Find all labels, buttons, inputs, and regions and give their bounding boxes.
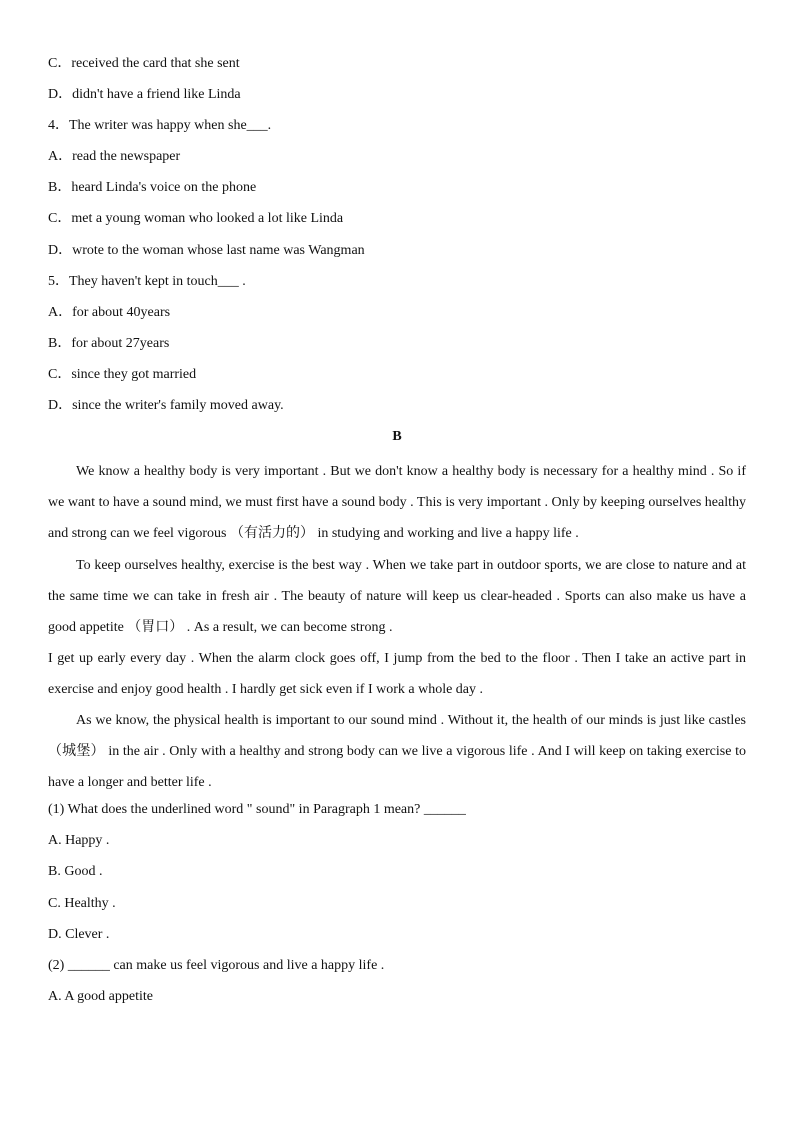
b-q1-stem: (1) What does the underlined word " sound" in Paragraph 1 mean? ______ [48, 802, 466, 818]
b-q1-option-d: D. Clever . [48, 926, 110, 942]
q5-option-a: A．for about 40years [48, 304, 171, 320]
q5-option-b: B．for about 27years [48, 335, 170, 351]
b-q2-stem: (2) ______ can make us feel vigorous and live a happy life . [48, 957, 385, 973]
q5-option-c: C．since they got married [48, 366, 197, 382]
q4-option-c: C．met a young woman who looked a lot like Linda [48, 211, 344, 227]
b-q1-option-b: B. Good . [48, 864, 103, 880]
passage-paragraph-1: We know a healthy body is very important . But we don't know a healthy body is necessary for a healthy mind . So if we want to have a sound mind, we must first have a sound body . This is very important . Only by keeping ourselves healthy and strong can we feel vigorous （有活力的） in studying and working and live a happy life . [48, 464, 746, 542]
q5-option-d: D．since the writer's family moved away. [48, 398, 284, 414]
q3-option-d: D．didn't have a friend like Linda [48, 87, 241, 103]
b-q1-option-a: A. Happy . [48, 833, 110, 849]
section-b-title: B [392, 429, 402, 445]
q4-option-b: B．heard Linda's voice on the phone [48, 180, 257, 196]
q4-option-a: A．read the newspaper [48, 149, 181, 165]
q3-option-c: C．received the card that she sent [48, 56, 240, 71]
passage-paragraph-2: To keep ourselves healthy, exercise is the best way . When we take part in outdoor sports, we are close to nature and at the same time we can take in fresh air . The beauty of nature will keep us clear-headed . Sports can also make us have a good appetite （胃口） . As a result, we can become strong . [48, 557, 746, 635]
b-q1-option-c: C. Healthy . [48, 895, 116, 911]
q4-option-d: D．wrote to the woman whose last name was Wangman [48, 242, 365, 258]
exam-page [48, 52, 746, 1016]
b-q2-option-a: A. A good appetite [48, 988, 153, 1004]
passage-paragraph-3: I get up early every day . When the alarm clock goes off, I jump from the bed to the floor . Then I take an active part in exercise and enjoy good health . I hardly get sick even if I work a whole day . [48, 650, 746, 697]
q4-stem: 4．The writer was happy when she___. [48, 118, 272, 134]
q5-stem: 5．They haven't kept in touch___ . [48, 273, 246, 289]
passage-paragraph-4: As we know, the physical health is important to our sound mind . Without it, the health of our minds is just like castles （城堡） in the air . Only with a healthy and strong body can we live a vigorous life . And I will keep on taking exercise to have a longer and better life . [48, 712, 746, 791]
